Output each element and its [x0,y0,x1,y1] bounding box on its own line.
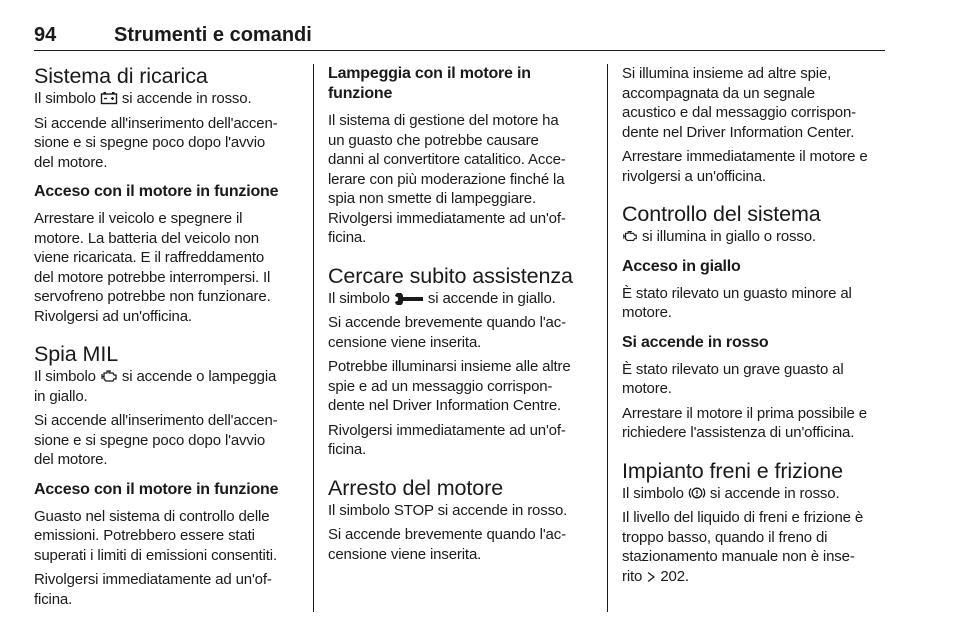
page-reference-arrow-icon[interactable] [646,571,656,583]
paragraph [328,289,590,309]
page-header [34,24,884,52]
paragraph [622,404,884,443]
text: Il simbolo [34,90,96,107]
text-line: del motore potrebbe interrompersi. Il [34,268,271,286]
text-line: danni al convertitore catalitico. Acce- [328,151,566,168]
page-reference[interactable]: 202. [660,567,689,585]
text: si accende o lampeggia [121,368,277,385]
subheading-rosso: Si accende in rosso [622,333,769,351]
text-line: stazionamento manuale non è inse- [622,548,855,565]
text-line: È stato rilevato un guasto minore al [622,284,852,302]
text-line: funzione [328,85,393,102]
text-line: Si illumina insieme ad altre spie, [622,65,832,82]
paragraph [34,507,296,566]
text-line: Rivolgersi ad un'officina. [34,307,192,325]
text-line: del motore. [34,451,108,468]
text: si accende in giallo. [427,289,556,307]
text-line: viene ricaricata. E il raffreddamento [34,249,265,266]
text-line: acustico e dal messaggio corrispon- [622,104,857,121]
column-3 [622,64,884,586]
text-line: troppo basso, quando il freno di [622,528,828,546]
text-line: Arrestare il veicolo e spegnere il [34,210,243,227]
paragraph [622,360,884,399]
paragraph [328,313,590,352]
column-1 [34,64,296,609]
paragraph [328,525,590,564]
running-title: Strumenti e comandi [114,24,312,46]
paragraph [34,89,296,109]
text-line: Il livello del liquido di freni e frizione è [622,509,864,526]
battery-icon [100,91,118,105]
column-2 [328,64,590,564]
brake-warning-icon [688,486,706,500]
text: in giallo. [34,387,88,405]
text-line: spie e ad un messaggio corrispon- [328,377,553,395]
paragraph [328,421,590,460]
section-heading-assistenza: Cercare subito assistenza [328,263,573,288]
header-rule [34,50,885,51]
paragraph [328,357,590,416]
section-heading-mil: Spia MIL [34,342,119,366]
engine-icon [100,369,118,383]
paragraph [622,284,884,323]
text-line: È stato rilevato un grave guasto al [622,360,844,378]
text-line: dente nel Driver Information Center. [622,123,855,141]
text: Il simbolo [34,368,96,385]
text-line: motore. La batteria del veicolo non [34,229,259,247]
subheading-giallo: Acceso in giallo [622,257,741,275]
paragraph: Il simbolo STOP si accende in rosso. [328,501,568,519]
text-line: Arrestare il motore il prima possibile e [622,404,867,422]
text-line: spia non smette di lampeggiare. [328,190,536,207]
page-number: 94 [34,24,57,46]
text-line: Si accende all'inserimento dell'accen- [34,412,278,429]
text: si accende in rosso. [121,90,252,107]
text-line: superati i limiti di emissioni consentiti. [34,546,277,564]
paragraph [34,209,296,326]
section-heading-controllo: Controllo del sistema [622,202,821,226]
text: si illumina in giallo o rosso. [642,228,816,245]
text-line: emissioni. Potrebbero essere stati [34,527,255,544]
paragraph [622,64,884,142]
text-line: Guasto nel sistema di controllo delle [34,507,270,525]
text-line: Rivolgersi immediatamente ad un'of- [328,209,566,227]
section-heading-arresto: Arresto del motore [328,475,504,500]
text-line: ficina. [328,229,367,246]
text-line: Si accende all'inserimento dell'accen- [34,114,278,132]
paragraph [328,111,590,248]
text: rito [622,567,643,585]
text-line: dente nel Driver Information Centre. [328,397,562,414]
paragraph [622,484,884,504]
text-line: rivolgersi a un'officina. [622,167,766,185]
paragraph [622,508,884,586]
text-line: del motore. [34,153,108,171]
text-line: richiedere l'assistenza di un'officina. [622,424,855,441]
text-line: ficina. [328,441,367,458]
text-line: servofreno potrebbe non funzionare. [34,288,271,305]
text: Il simbolo [622,484,684,502]
section-heading-freni: Impianto freni e frizione [622,458,843,483]
paragraph [622,227,884,247]
text-line: Si accende brevemente quando l'ac- [328,314,566,331]
column-divider [313,64,314,612]
subheading-lampeggia [328,64,590,104]
text-line: sione e si spegne poco dopo l'avvio [34,134,266,151]
text: si accende in rosso. [709,484,840,502]
text-line: Il sistema di gestione del motore ha [328,112,559,129]
text-line: Rivolgersi immediatamente ad un'of- [34,571,272,588]
text-line: motore. [622,380,672,397]
subheading-acceso: Acceso con il motore in funzione [34,183,279,200]
text-line: Potrebbe illuminarsi insieme alle altre [328,358,571,375]
column-divider [607,64,608,612]
text-line: Lampeggia con il motore in [328,65,531,82]
text: Il simbolo [328,289,390,307]
text-line: Si accende brevemente quando l'ac- [328,526,566,543]
text-line: censione viene inserita. [328,545,482,563]
subheading-acceso: Acceso con il motore in funzione [34,480,279,498]
paragraph [622,147,884,186]
text-line: motore. [622,304,672,321]
text-line: lerare con più moderazione finché la [328,170,565,188]
paragraph [34,411,296,470]
text-line: censione viene inserita. [328,333,482,351]
engine-icon [622,229,638,243]
wrench-icon [394,293,424,305]
text-line: ficina. [34,590,73,608]
text-line: Rivolgersi immediatamente ad un'of- [328,421,566,439]
paragraph [34,367,296,406]
paragraph [34,114,296,173]
text-line: sione e si spegne poco dopo l'avvio [34,431,266,449]
section-heading-ricarica: Sistema di ricarica [34,64,208,88]
paragraph [34,570,296,609]
text-line: accompagnata da un segnale [622,84,815,102]
text-line: un guasto che potrebbe causare [328,131,539,149]
text-line: Arrestare immediatamente il motore e [622,148,868,165]
